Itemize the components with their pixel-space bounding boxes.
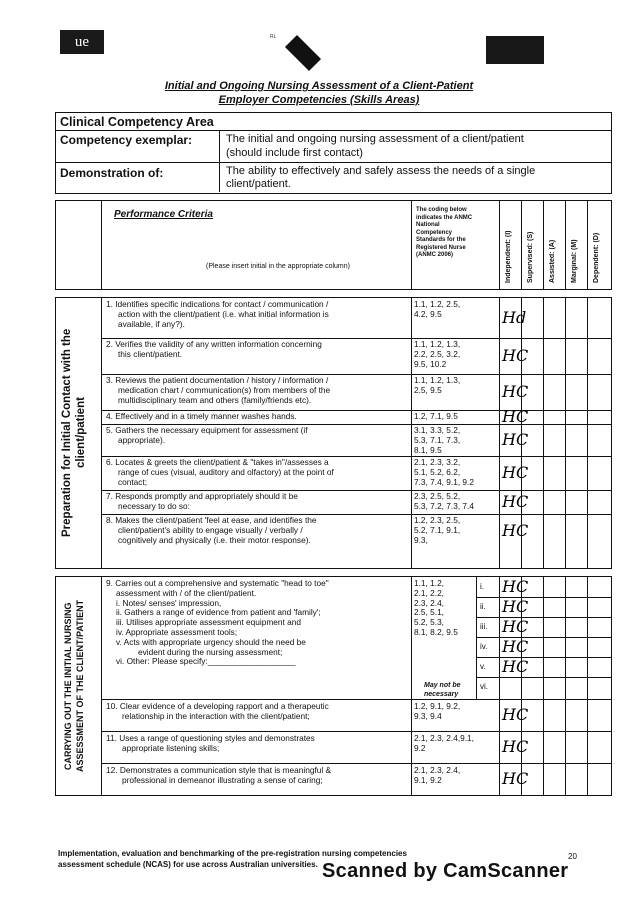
university-logo: ue [60, 30, 104, 54]
exemplar-label: Competency exemplar: [60, 133, 193, 147]
initials-signature: HC [502, 637, 529, 656]
criterion-3-codes: 1.1, 1.2, 1.3, 2.5, 9.5 [414, 375, 461, 395]
criteria-header [55, 200, 612, 290]
criterion-4: 4. Effectively and in a timely manner washes hands. [106, 411, 297, 421]
criterion-4-codes: 1.2, 7.1, 9.5 [414, 411, 458, 421]
criterion-12: 12. Demonstrates a communication style that is meaningful & professional in demeanor illustrating a sense of caring; [106, 765, 332, 785]
criterion-1-codes: 1.1, 1.2, 2.5, 4.2, 9.5 [414, 299, 461, 319]
initials-signature: HC [502, 769, 529, 788]
section-2-label: CARRYING OUT THE INITIAL NURSING ASSESSMENT OF THE CLIENT/PATIENT [63, 599, 85, 773]
criterion-7-codes: 2.3, 2.5, 5.2, 5.3, 7.2, 7.3, 7.4 [414, 491, 474, 511]
sub-item-label: ii. [480, 602, 486, 611]
section-carrying-out [55, 576, 612, 796]
criterion-2-codes: 1.1, 1.2, 1.3, 2.2, 2.5, 3.2, 9.5, 10.2 [414, 339, 461, 369]
page-number: 20 [568, 852, 577, 861]
exemplar-text-1: The initial and ongoing nursing assessment of a client/patient [226, 133, 524, 145]
criterion-11: 11. Uses a range of questioning styles and demonstrates appropriate listening skills; [106, 733, 315, 753]
initials-signature: HC [502, 705, 529, 724]
coding-note: The coding below indicates the ANMC National Competency Standards for the Registered Nurse (ANMC 2006) [416, 207, 473, 258]
initials-signature: HC [502, 492, 529, 511]
initials-signature: HC [502, 430, 529, 449]
criterion-8: 8. Makes the client/patient 'feel at ease, and identifies the client/patient's ability to engage visually / verbally / cognitively and physically (i.e. their motor response). [106, 515, 317, 545]
criterion-1: 1. Identifies specific indications for contact / communication / action with the client/patient (i.e. what initial information is available, if any?). [106, 299, 329, 329]
diamond-logo-icon [285, 35, 321, 71]
instruction-text: (Please insert initial in the appropriate column) [206, 263, 350, 270]
footer-line-2: assessment schedule (NCAS) for use across Australian universities. [58, 860, 318, 869]
partner-logo-icon [486, 36, 544, 64]
criterion-3: 3. Reviews the patient documentation / history / information / medication chart / communication(s) from members of the multidisciplinary team and others (family/friends etc). [106, 375, 331, 405]
initials-signature: Hd [502, 308, 527, 327]
column-dependent: Dependent: (D) [593, 232, 600, 283]
criterion-2: 2. Verifies the validity of any written information concerning this client/patient. [106, 339, 322, 359]
title-line-1: Initial and Ongoing Nursing Assessment of a Client-Patient [164, 80, 474, 92]
sub-item-label: iv. [480, 642, 488, 651]
column-supervised: Supervised: (S) [527, 231, 534, 283]
performance-criteria-title: Performance Criteria [114, 209, 213, 220]
criterion-5-codes: 3.1, 3.3, 5.2, 5.3, 7.1, 7.3, 8.1, 9.5 [414, 425, 461, 455]
competency-box [55, 112, 612, 194]
column-independent: Independent: (I) [505, 230, 512, 283]
criterion-5: 5. Gathers the necessary equipment for assessment (if appropriate). [106, 425, 308, 445]
demonstration-text-2: client/patient. [226, 178, 291, 190]
demonstration-text-1: The ability to effectively and safely assess the needs of a single [226, 165, 536, 177]
footer-line-1: Implementation, evaluation and benchmarking of the pre-registration nursing competencies [58, 849, 407, 858]
may-not-be-necessary-note: May not be necessary [424, 682, 461, 698]
initials-signature: HC [502, 463, 529, 482]
initials-signature: HC [502, 346, 529, 365]
initials-signature: HC [502, 597, 529, 616]
criterion-6: 6. Locates & greets the client/patient & "takes in"/assesses a range of cues (visual, auditory and olfactory) at the point of contact; [106, 457, 334, 487]
criterion-10: 10. Clear evidence of a developing rapport and a therapeutic relationship in the interaction with the client/patient; [106, 701, 329, 721]
initials-signature: HC [502, 617, 529, 636]
column-assisted: Assisted: (A) [549, 239, 556, 283]
header-caption: RL [270, 34, 277, 40]
criterion-12-codes: 2.1, 2.3, 2.4, 9.1, 9.2 [414, 765, 461, 785]
criterion-9-codes: 1.1, 1.2, 2.1, 2.2, 2.3, 2.4, 2.5, 5.1, 5.2, 5.3, 8.1, 8.2, 9.5 [414, 578, 458, 637]
column-marginal: Marginal: (M) [571, 239, 578, 283]
sub-item-label: v. [480, 662, 486, 671]
criterion-8-codes: 1.2, 2.3, 2.5, 5.2, 7.1, 9.1, 9.3, [414, 515, 461, 545]
title-line-2: Employer Competencies (Skills Areas) [218, 94, 420, 106]
initials-signature: HC [502, 577, 529, 596]
section-1-label: Preparation for Initial Contact with the client/patient [61, 328, 87, 538]
criterion-9: 9. Carries out a comprehensive and systematic "head to toe" assessment with / of the client/patient. i. Notes/ senses' impression, ii. Gathers a range of evidence from patient and 'family'; iii. Utilises appropriate assessment equipment and iv. Appropriate assessment tools; v. Acts with appropriate urgency should the need be evident during the nursing assessment; vi. Other: Please specify:___________________ [106, 578, 329, 667]
exemplar-text-2: (should include first contact) [226, 147, 363, 159]
initials-signature: HC [502, 521, 529, 540]
criterion-7: 7. Responds promptly and appropriately should it be necessary to do so: [106, 491, 298, 511]
initials-signature: HC [502, 657, 529, 676]
criterion-6-codes: 2.1, 2.3, 3.2, 5.1, 5.2, 6.2, 7.3, 7.4, 9.1, 9.2 [414, 457, 474, 487]
demonstration-label: Demonstration of: [60, 166, 164, 180]
competency-area-label: Clinical Competency Area [60, 115, 214, 129]
criterion-10-codes: 1.2, 9.1, 9.2, 9.3, 9.4 [414, 701, 461, 721]
sub-item-label: vi. [480, 682, 488, 691]
section-preparation [55, 297, 612, 569]
sub-item-label: iii. [480, 622, 488, 631]
initials-signature: HC [502, 407, 529, 426]
criterion-11-codes: 2.1, 2.3, 2.4,9.1, 9.2 [414, 733, 474, 753]
camscanner-watermark: Scanned by CamScanner [322, 860, 569, 882]
initials-signature: HC [502, 737, 529, 756]
sub-item-label: i. [480, 582, 484, 591]
initials-signature: HC [502, 382, 529, 401]
